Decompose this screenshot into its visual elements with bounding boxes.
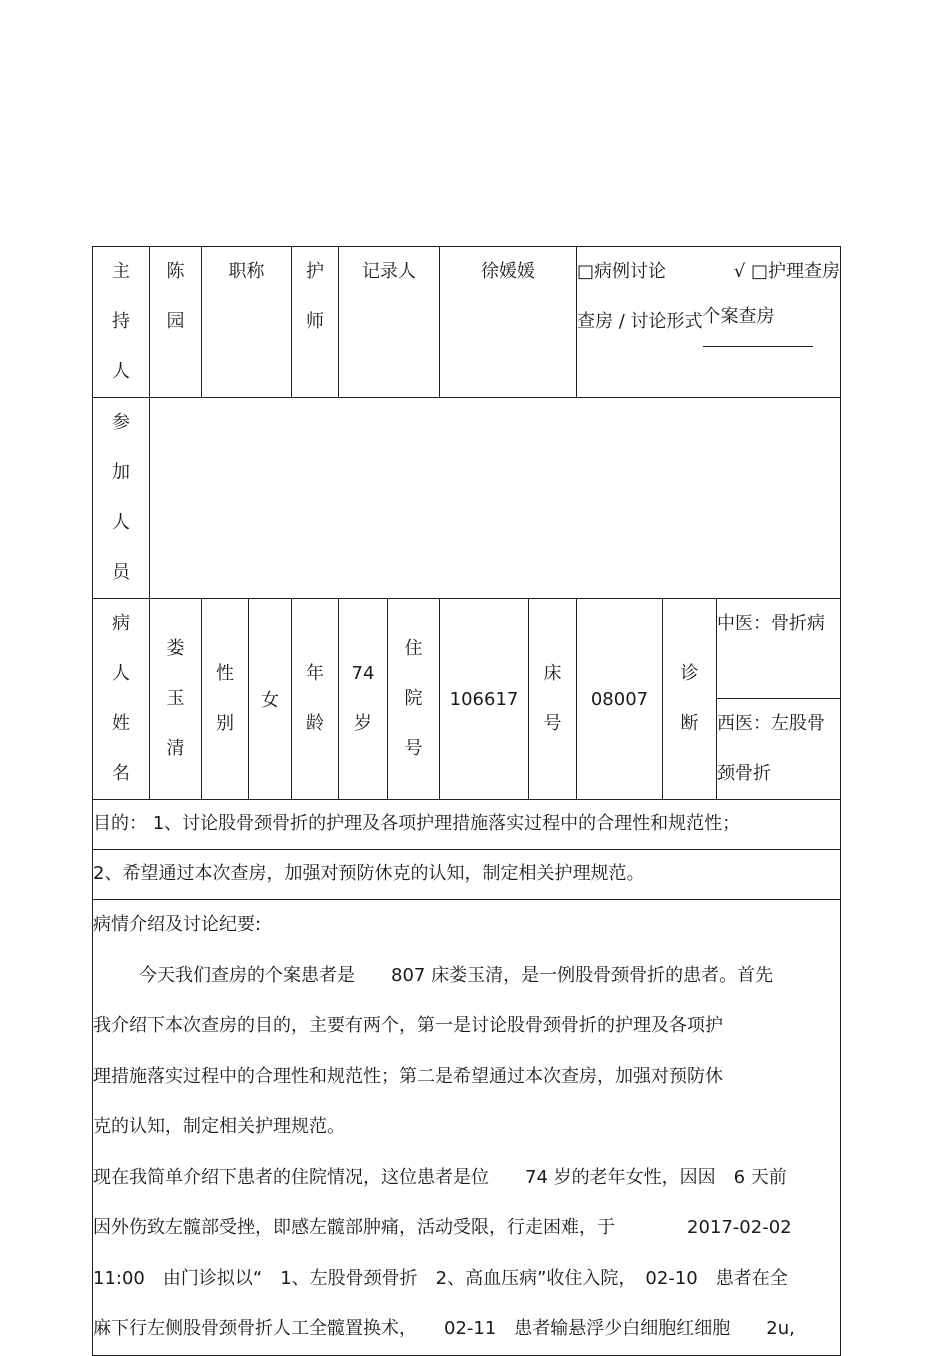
recorder-label-cell [339,247,440,398]
recorder-name-cell [440,247,577,398]
participants-value-cell [150,398,841,599]
diagnosis-tcm: 中医：骨折病 [717,613,825,634]
nursing-round-checkbox[interactable]: √ □护理查房 [733,261,841,282]
diagnosis-label-cell [663,599,717,800]
patient-name-cell [150,599,202,800]
sex-label-cell [202,599,249,800]
recorder-label: 记录人 [362,261,416,282]
diagnosis-western: 西医：左股骨颈骨折 [717,713,825,784]
bed-no-cell [577,599,663,800]
host-name: 陈园 [166,261,185,332]
content-p1-line2: 我介绍下本次查房的目的，主要有两个，第一是讨论股骨颈骨折的护理及各项护 [93,1015,723,1036]
recorder-name: 徐媛媛 [481,261,535,282]
purpose-line1-cell [93,800,841,850]
title-value: 护师 [306,261,324,332]
patient-name-label: 病人姓名 [112,613,130,784]
admission-no: 106617 [449,688,519,710]
content-cell [93,900,841,1356]
sex-value-cell [249,599,292,800]
purpose-line2: 2、希望通过本次查房，加强对预防休克的认知，制定相关护理规范。 [93,863,645,884]
bed-label-cell [529,599,577,800]
sex-value: 女 [261,690,279,711]
content-p2-line1: 现在我简单介绍下患者的住院情况，这位患者是位 74 岁的老年女性，因因 6 天前 [93,1166,787,1188]
purpose-line2-cell [93,850,841,900]
participants-label: 参加人员 [112,412,130,583]
diagnosis-label: 诊断 [680,663,699,734]
patient-name-label-cell [93,599,150,800]
title-label: 职称 [228,261,265,282]
host-label-cell [93,247,150,398]
form-label: 查房 / 讨论形式 [577,311,703,332]
sex-label: 性别 [216,663,234,734]
diagnosis-western-cell [717,699,841,800]
bed-label: 床号 [543,663,562,734]
age-value-cell [339,599,388,800]
content-heading: 病情介绍及讨论纪要: [93,914,262,935]
admission-label-cell [388,599,440,800]
nursing-round-form [92,246,841,1356]
content-p1-line4: 克的认知，制定相关护理规范。 [93,1116,345,1137]
title-label-cell [202,247,292,398]
content-p2-line4: 麻下行左侧股骨颈骨折人工全髋置换术， 02-11 患者输悬浮少白细胞红细胞 2u, [93,1318,795,1339]
bed-no: 08007 [590,688,649,710]
diagnosis-tcm-cell [717,599,841,699]
host-name-cell [150,247,202,398]
content-p2-line2: 因外伤致左髋部受挫，即感左髋部肿痛，活动受限，行走困难，于 2017-02-02 [93,1217,792,1238]
admission-label: 住院号 [404,638,423,759]
participants-label-cell [93,398,150,599]
patient-name: 娄玉清 [166,638,185,759]
form-value: 个案查房 [703,297,813,347]
purpose-line1: 目的： 1、讨论股骨颈骨折的护理及各项护理措施落实过程中的合理性和规范性； [93,813,741,834]
age-label: 年龄 [306,663,324,734]
content-p2-line3: 11:00 由门诊拟以“ 1、左股骨颈骨折 2、高血压病”收住入院， 02-10 患者在全 [93,1267,788,1289]
host-label: 主持人 [112,261,130,382]
title-value-cell [292,247,339,398]
content-p1-line3: 理措施落实过程中的合理性和规范性；第二是希望通过本次查房，加强对预防休 [93,1065,723,1087]
admission-no-cell [440,599,529,800]
content-p1-line1: 今天我们查房的个案患者是 807 床娄玉清，是一例股骨颈骨折的患者。首先 [139,964,774,986]
form-type-cell [577,247,841,398]
age-label-cell [292,599,339,800]
case-discussion-checkbox[interactable]: □病例讨论 [577,261,667,282]
age-value: 74岁 [351,663,375,734]
